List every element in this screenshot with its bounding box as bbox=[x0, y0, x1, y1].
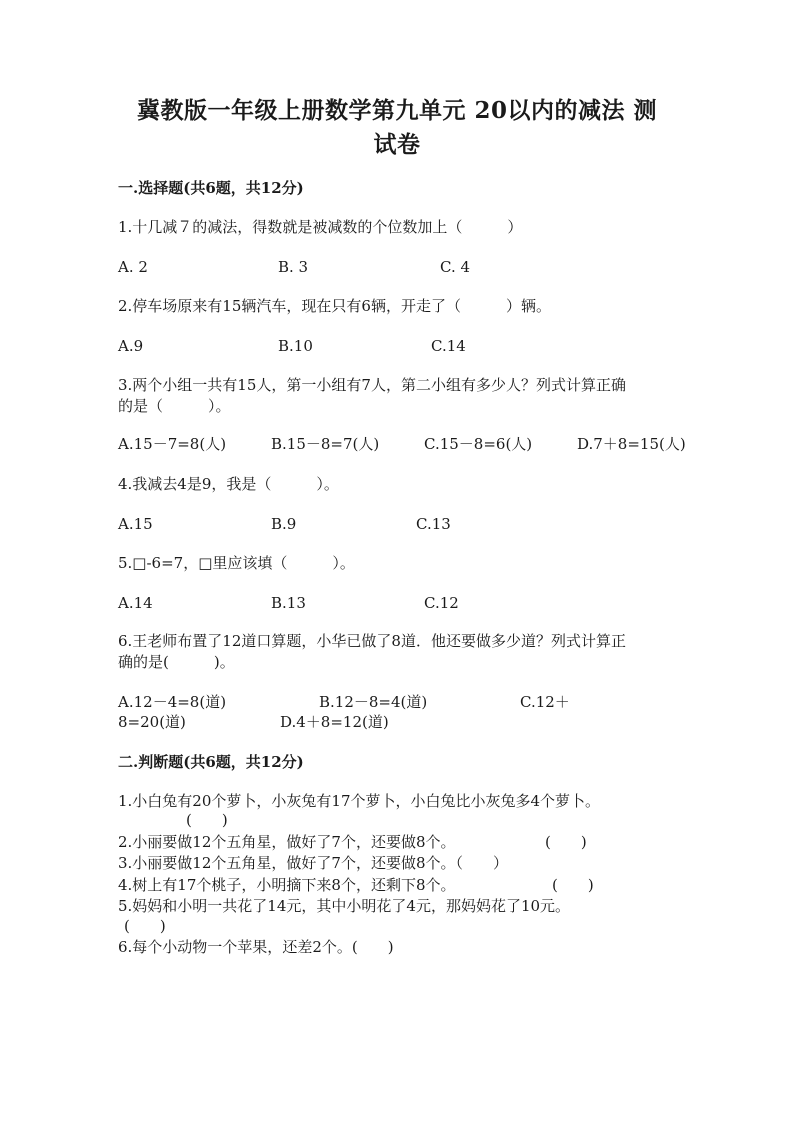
question-3-option-a: A.15－7=8(人) bbox=[118, 435, 227, 453]
question-6-option-a: A.12－4=8(道) bbox=[118, 693, 227, 711]
question-6-option-c: C.12＋ bbox=[520, 693, 570, 711]
question-2-option-b: B.10 bbox=[278, 337, 313, 355]
judge-1-text: 1.小白兔有20个萝卜，小灰兔有17个萝卜，小白兔比小灰兔多4个萝卜。 bbox=[118, 792, 601, 810]
question-1-option-b: B. 3 bbox=[278, 258, 309, 276]
question-2-option-c: C.14 bbox=[431, 337, 466, 355]
question-3-text-line-1: 3.两个小组一共有15人，第一小组有7人，第二小组有多少人？列式计算正确 bbox=[118, 376, 626, 394]
question-3-option-b: B.15－8=7(人) bbox=[271, 435, 380, 453]
question-1-option-a: A. 2 bbox=[118, 258, 148, 276]
question-1-option-c: C. 4 bbox=[440, 258, 471, 276]
question-2-option-a: A.9 bbox=[118, 337, 144, 355]
question-1-text: 1.十几减７的减法，得数就是被减数的个位数加上（ ） bbox=[118, 218, 523, 236]
question-6-option-c-continued: 8=20(道) bbox=[118, 713, 186, 731]
judge-4-text: 4.树上有17个桃子，小明摘下来8个，还剩下8个。 bbox=[118, 876, 456, 894]
question-5-text: 5.□-6=7，□里应该填（ ）。 bbox=[118, 554, 355, 572]
question-6-text-line-1: 6.王老师布置了12道口算题，小华已做了8道．他还要做多少道？列式计算正 bbox=[118, 632, 626, 650]
page-title bbox=[100, 94, 694, 162]
question-5-option-c: C.12 bbox=[424, 594, 459, 612]
question-3-option-d: D.7＋8=15(人) bbox=[577, 435, 686, 453]
question-4-text: 4.我减去4是9，我是（ ）。 bbox=[118, 475, 339, 493]
question-5-option-b: B.13 bbox=[271, 594, 306, 612]
question-5-option-a: A.14 bbox=[118, 594, 153, 612]
question-4-option-c: C.13 bbox=[416, 515, 451, 533]
question-3-option-c: C.15－8=6(人) bbox=[424, 435, 533, 453]
judge-1-bracket: ( ) bbox=[186, 811, 228, 829]
judge-5-text: 5.妈妈和小明一共花了14元，其中小明花了4元，那妈妈花了10元。 bbox=[118, 897, 571, 915]
question-4-option-a: A.15 bbox=[118, 515, 153, 533]
judge-4-bracket: ( ) bbox=[552, 876, 594, 894]
title-line-1: 冀教版一年级上册数学第九单元 20以内的减法 测 bbox=[136, 97, 658, 124]
judge-2-text: 2.小丽要做12个五角星，做好了7个，还要做8个。 bbox=[118, 833, 456, 851]
question-6-text-line-2: 确的是( )。 bbox=[118, 653, 235, 671]
section-1-heading: 一.选择题(共6题，共12分) bbox=[118, 179, 304, 197]
section-2-heading: 二.判断题(共6题，共12分) bbox=[118, 753, 304, 771]
judge-3-text: 3.小丽要做12个五角星，做好了7个，还要做8个。（ ） bbox=[118, 854, 508, 872]
question-6-option-d: D.4＋8=12(道) bbox=[280, 713, 389, 731]
judge-5-bracket: ( ) bbox=[124, 917, 166, 935]
question-6-option-b: B.12－8=4(道) bbox=[319, 693, 428, 711]
judge-6-text: 6.每个小动物一个苹果，还差2个。( ) bbox=[118, 938, 394, 956]
title-line-2: 试卷 bbox=[373, 131, 421, 158]
judge-2-bracket: ( ) bbox=[545, 833, 587, 851]
question-4-option-b: B.9 bbox=[271, 515, 297, 533]
question-2-text: 2.停车场原来有15辆汽车，现在只有6辆，开走了（ ）辆。 bbox=[118, 297, 551, 315]
question-3-text-line-2: 的是（ ）。 bbox=[118, 397, 231, 415]
